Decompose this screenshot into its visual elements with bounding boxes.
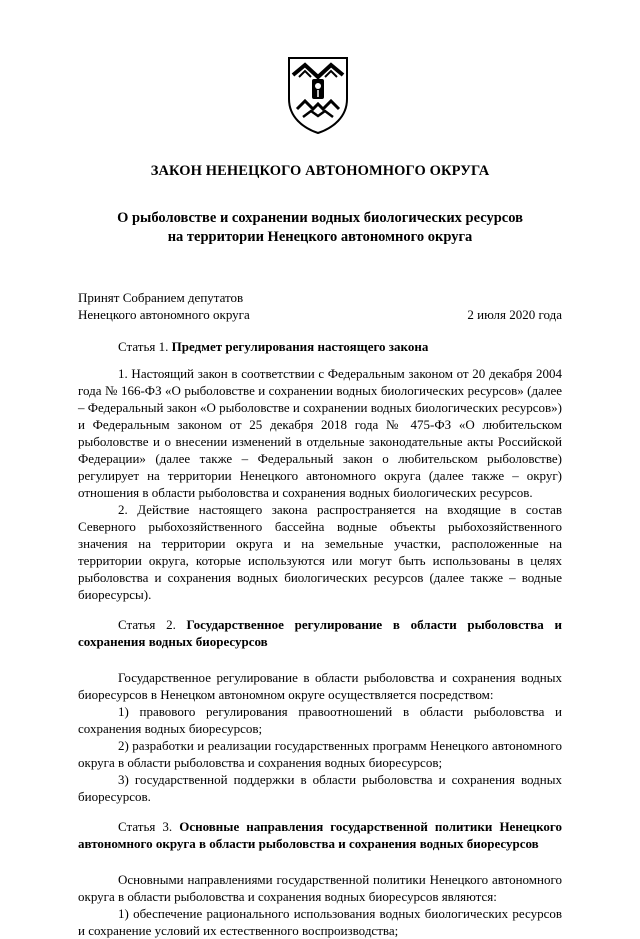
- article-heading: [78, 616, 562, 650]
- article-prefix: Статья 3.: [118, 819, 180, 834]
- law-title: ЗАКОН НЕНЕЦКОГО АВТОНОМНОГО ОКРУГА: [150, 163, 490, 179]
- adoption-line: Принят Собранием депутатов: [78, 290, 244, 305]
- article-title: Предмет регулирования настоящего закона: [171, 339, 429, 354]
- adoption-line: Ненецкого автономного округа: [78, 307, 250, 322]
- article-title: Основные направления государственной политики Ненецкого автономного округа в области рыболовства и сохранения водных биоресурсов: [78, 819, 562, 851]
- paragraph: 1. Настоящий закон в соответствии с Федеральным законом от 20 декабря 2004 года № 166-ФЗ «О рыболовстве и сохранении водных биологических ресурсов» (далее – Федеральный закон «О рыболовстве и сохранении водных биологических ресурсов») и Федеральным законом от 25 декабря 2018 года № 475-ФЗ «О любительском рыболовстве и о внесении изменений в отдельные законодательные акты Российской Федерации» (далее также – Федеральный закон о любительском рыболовстве) регулирует на территории Ненецкого автономного округа (далее также – округ) отношения в области рыболовства и сохранения водных биологических ресурсов.: [78, 366, 562, 500]
- paragraph: 3) государственной поддержки в области рыболовства и сохранения водных биоресурсов.: [78, 772, 562, 804]
- coat-of-arms-icon: [285, 55, 351, 135]
- article-prefix: Статья 2.: [118, 617, 187, 632]
- article-title: Государственное регулирование в области рыболовства и сохранения водных биоресурсов: [78, 617, 562, 649]
- paragraph: Государственное регулирование в области рыболовства и сохранения водных биоресурсов в Ненецком автономном округе осуществляется посредством:: [78, 670, 562, 702]
- paragraph: Основными направлениями государственной политики Ненецкого автономного округа в области рыболовства и сохранения водных биоресурсов являются:: [78, 872, 562, 904]
- paragraph: 2) разработки и реализации государственных программ Ненецкого автономного округа в области рыболовства и сохранения водных биоресурсов;: [78, 738, 562, 770]
- article-prefix: Статья 1.: [118, 339, 172, 354]
- adoption-date: 2 июля 2020 года: [467, 307, 562, 322]
- law-body: [78, 338, 562, 939]
- article-heading: [78, 338, 562, 355]
- paragraph: 1) обеспечение рационального использования водных биологических ресурсов и сохранение условий их естественного воспроизводства;: [78, 906, 562, 938]
- adoption-info: [78, 289, 250, 323]
- law-subtitle: [0, 209, 640, 247]
- article-heading: [78, 818, 562, 852]
- paragraph: 1) правового регулирования правоотношений в области рыболовства и сохранения водных биоресурсов;: [78, 704, 562, 736]
- law-subtitle-line: О рыболовстве и сохранении водных биологических ресурсов: [117, 210, 523, 226]
- paragraph: 2. Действие настоящего закона распространяется на входящие в состав Северного рыбохозяйственного бассейна водные объекты рыбохозяйственного значения на территории округа и на земельные участки, расположенные на территории округа, которые используются или могут быть использованы в целях рыболовства и сохранения водных биологических ресурсов (далее также – водные биоресурсы).: [78, 502, 562, 602]
- law-subtitle-line: на территории Ненецкого автономного округа: [167, 229, 473, 245]
